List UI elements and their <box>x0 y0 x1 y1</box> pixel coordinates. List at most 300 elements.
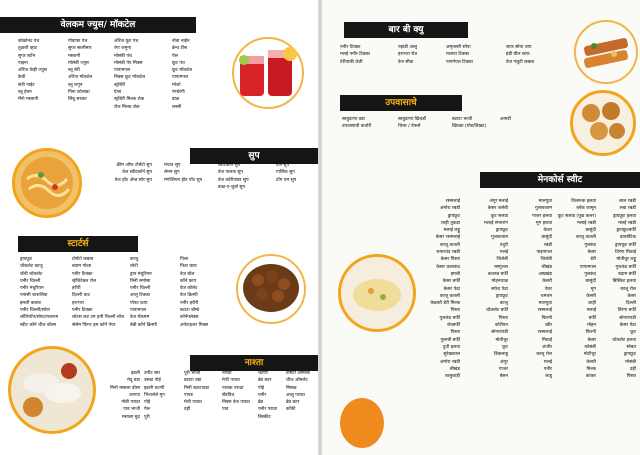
menu-item: गार्लिक सुप <box>276 170 295 176</box>
menu-item: मंचाउ सुप <box>164 163 181 168</box>
menu-item: स्ट्रॉबेरी मिल्क शेक <box>114 97 145 103</box>
menu-item: कोरीयन <box>494 323 508 329</box>
menu-item: पनीर टिक्का <box>72 271 93 277</box>
menu-item: शाही तुकडा <box>440 220 460 226</box>
starters-col-3 <box>130 256 157 329</box>
menu-item: कतरुड बर्फी <box>487 271 508 277</box>
menu-item: कांकर <box>585 374 596 380</box>
menu-item: केसर कलाकंद <box>436 264 460 270</box>
menu-item: मसाला मुढ <box>121 414 140 420</box>
maincourse-col-2 <box>464 198 508 380</box>
menu-item: इडली चटणी <box>144 385 165 391</box>
welcome-col-4 <box>172 38 192 111</box>
menu-item: पोहे <box>258 385 265 391</box>
juice-glasses-image <box>234 42 306 104</box>
menu-item: ड्रायफ्रूट हलवा <box>613 213 636 219</box>
bbq-title: बार बी क्यु <box>344 22 468 38</box>
menu-item: वेज मॅकमम <box>130 315 150 321</box>
menu-item: काजू <box>499 301 508 307</box>
menu-item: ऑरेंज मॉकटेल <box>68 75 93 81</box>
menu-item: डिंकलाडू <box>494 352 508 358</box>
menu-item: सोबत <box>626 344 636 350</box>
menu-item: अंगूर <box>500 359 508 365</box>
menu-item: पराठा <box>222 371 232 376</box>
menu-item: ड्रायफ्रूट <box>20 257 33 262</box>
menu-item: कोसंबी <box>584 344 596 350</box>
menu-item: मोहन <box>587 323 596 329</box>
menu-item: मिसळ <box>286 385 297 391</box>
menu-item: पालक पराठा <box>222 385 244 391</box>
soup-col-1 <box>88 162 152 184</box>
menu-item: सफरचंद रबडी <box>436 250 460 256</box>
menu-item: ब्रेड बटर <box>286 400 300 406</box>
menu-item: गोवाफा पंच <box>68 39 88 44</box>
menu-item: ऑरेंज फ्रूट पंच <box>114 39 139 44</box>
menu-item: पहाडी आलु <box>398 45 418 50</box>
menu-item: लबा रबडी <box>619 206 636 212</box>
menu-item: कॉर्नफ्लेक्स <box>180 315 199 321</box>
maincourse-sweet-image <box>338 254 416 332</box>
upvas-col-1 <box>342 116 371 131</box>
menu-item: बदाम बर्फी <box>618 271 636 277</box>
menu-item: मलई <box>543 359 552 365</box>
menu-item: शेवबर्फी <box>446 323 460 329</box>
menu-item: ब्रेन्च टीस <box>172 46 188 52</box>
menu-item: तुळशी व्हाट <box>18 46 38 52</box>
menu-item: जॅली चॉकलेट <box>20 271 43 277</box>
starters-col-2 <box>72 256 124 329</box>
menu-item: गुलाबजाम <box>535 206 552 212</box>
maincourse-col-1 <box>416 198 460 380</box>
menu-item: पिस्ता <box>450 308 460 314</box>
menu-item: पापामपल <box>130 308 147 314</box>
menu-item: मिनी बटाटावडा <box>184 385 209 391</box>
menu-item: पनीर <box>258 392 267 398</box>
menu-item: केसरी <box>586 293 596 299</box>
menu-item: वेज गलुटी कबाब <box>506 59 535 65</box>
menu-item: बदाम गोल्ड <box>72 264 91 270</box>
menu-item: तिलरूक हलवा <box>571 199 596 204</box>
menu-item: ड्रायफ्रूटबर्फी <box>616 228 636 234</box>
menu-item: फ्रूट सलाड (फूड कलर) <box>557 213 596 219</box>
welcome-col-3 <box>114 38 145 111</box>
menu-item: पाइनापल <box>536 250 552 256</box>
menu-item: मालपुवा <box>538 199 552 204</box>
menu-item: अंगोरा रबडी <box>440 359 460 365</box>
menu-item: रसमलाई <box>537 308 552 314</box>
menu-item: ड्रायफ्रूट <box>495 293 508 299</box>
menu-item: श्रीखंड <box>541 264 552 270</box>
menu-item: पनीर टिक्का <box>340 45 361 50</box>
menu-item: दही <box>629 366 636 372</box>
menu-item: बासुंदी <box>585 228 596 234</box>
menu-item: ब्लू हेवन <box>18 90 32 96</box>
menu-item: दिल्ली <box>625 301 636 307</box>
menu-item: लोटी <box>130 264 138 270</box>
menu-item: कॉर्न फ्राय <box>180 278 197 284</box>
menu-item: आमटी <box>500 117 511 122</box>
menu-item: केसर पिस्ता <box>440 257 460 263</box>
menu-item: खिचडा (गोड/तिखट) <box>452 124 487 130</box>
menu-item: तिरंगा मिठाई <box>615 250 636 256</box>
menu-item: गुलकंद बर्फी <box>615 264 636 270</box>
menu-item: गाजर हलवा <box>532 213 552 219</box>
menu-item: पाव भाजी <box>123 407 140 413</box>
menu-item: रबडी <box>543 242 552 248</box>
menu-item: फिरनी <box>541 315 552 321</box>
menu-item: पापड <box>184 392 193 398</box>
menu-item: हंडी ग्रील स्टफ <box>506 52 530 58</box>
menu-item: सुपर सालीमार <box>68 46 92 52</box>
menu-item: बिस्कीट <box>258 414 271 420</box>
menu-item: हराभरा <box>72 300 84 306</box>
menu-item: बेसन <box>499 374 508 380</box>
menu-item: अंजीर <box>542 344 552 350</box>
menu-item: बटाटा वडा <box>184 378 202 384</box>
menu-item: सँडविच <box>222 392 235 398</box>
menu-item: गुलाबजाम <box>491 235 508 241</box>
menu-item: ड्रायफ्रूट <box>447 213 460 219</box>
menu-item: पेरू <box>144 407 151 413</box>
menu-item: पनीर चिल्ली <box>20 278 41 284</box>
menu-item: ब्रेड बटर <box>258 378 272 384</box>
menu-item: मलई <box>499 250 508 256</box>
menu-item: डाळ <box>172 97 180 103</box>
menu-item: रसगुल्ला <box>494 264 508 270</box>
menu-item: मँगो मस्तानी <box>18 97 39 103</box>
menu-item: पिस्ता <box>498 315 508 321</box>
menu-item: भिजलेले मूग <box>144 392 165 398</box>
menu-item: मिक्स वेज पराठा <box>222 400 250 406</box>
menu-item: उसळ पोहे <box>144 378 161 384</box>
menu-item: मोसंबी पेप मिक्स <box>114 60 143 66</box>
maincourse-col-4 <box>556 198 596 380</box>
menu-item: पुरी भाजी <box>184 371 201 376</box>
menu-item: रंगबेरंगी <box>172 90 185 96</box>
menu-item: मालपुवा <box>538 301 552 307</box>
menu-item: मलाई <box>586 308 596 314</box>
menu-item: बेबी कॉर्न क्रिस्पी <box>130 322 157 328</box>
maincourse-col-5 <box>598 198 636 380</box>
menu-item: डेरी <box>590 257 596 263</box>
menu-item: टोमॅटो कबाब <box>72 257 94 262</box>
menu-item: इडली <box>130 371 140 376</box>
menu-item: मोतीचूर <box>495 337 508 343</box>
menu-item: मोसंबी <box>625 359 636 365</box>
menu-item: मलाया टिक्का <box>446 52 470 58</box>
menu-item: केसर बर्फी <box>442 279 460 285</box>
menu-item: साबुदाणा वडा <box>342 117 365 122</box>
menu-item: वेज सुप <box>276 163 290 168</box>
starters-image <box>240 260 302 316</box>
breakfast-title: नाश्ता <box>190 355 318 371</box>
menu-item: केसर <box>587 250 596 256</box>
menu-item: आलु पराठा <box>286 392 305 398</box>
bbq-col-2 <box>398 44 417 66</box>
menu-item: खीर <box>545 323 552 329</box>
menu-item: गुलकंद बर्फी <box>439 315 460 321</box>
menu-item: ब्लू लगून <box>68 82 83 88</box>
menu-item: पिस्ता <box>626 374 636 380</box>
menu-item: हरीरी <box>72 286 81 292</box>
upvas-col-2 <box>398 116 426 131</box>
menu-item: क्रीम ऑफ टोमॅटो सुप <box>116 163 152 168</box>
menu-item: सफेद पेढा <box>491 286 508 292</box>
menu-item: अंगूर मलाई <box>489 199 508 204</box>
menu-item: टेरीयाकी वेजी <box>340 59 363 65</box>
menu-item: पाइना <box>18 60 28 66</box>
soup-image <box>12 148 82 218</box>
menu-item: ड्राय मंचुरियन <box>130 271 152 277</box>
menu-item: स्ट्रॉबेरी <box>114 82 125 88</box>
menu-item: काजु <box>130 257 139 262</box>
bbq-col-3 <box>446 44 473 66</box>
menu-item: केसरी <box>586 359 596 365</box>
menu-item: मलाई लड्डू <box>443 228 460 234</box>
menu-item: वेज पालक सुप <box>218 170 244 176</box>
maincourse-col-3 <box>512 198 552 380</box>
menu-item: पोपट फ्राय <box>130 300 148 306</box>
starters-title: स्टार्टर्स <box>18 236 138 252</box>
menu-item: हराभरा रोल <box>398 52 418 58</box>
menu-item: फ्रूट <box>630 330 636 336</box>
menu-item: डाळ-ए-शुर्बा सुप <box>218 184 246 190</box>
menu-item: दही <box>184 407 191 413</box>
menu-item: रोज मिल्क शेक <box>114 104 140 110</box>
breakfast-col-5 <box>258 370 277 421</box>
menu-item: मिनी समोसा <box>130 278 151 284</box>
menu-item: मोहनथाळ <box>491 279 508 285</box>
menu-item: दिल्ली चाट <box>72 293 90 299</box>
breakfast-col-3 <box>184 370 209 414</box>
menu-item: कॉफी <box>286 407 296 413</box>
menu-item: स्वीट कॉर्न चीज बॉल्स <box>20 322 57 328</box>
menu-item: मिल्क <box>586 366 596 372</box>
menu-item: काजू कतली <box>439 293 460 299</box>
breakfast-col-2 <box>144 370 165 421</box>
menu-item: घेवर <box>544 286 552 292</box>
menu-item: श्रीखंड <box>449 366 460 372</box>
menu-item: मोतीचूर लड्डू <box>616 257 636 263</box>
menu-item: गुलकंद <box>584 271 596 277</box>
menu-item: केवी <box>18 75 26 81</box>
menu-item: केसर पेढा <box>443 286 460 292</box>
menu-item: दुधी हलवा <box>442 344 460 350</box>
menu-item: बटाटा बॉम्बे <box>180 308 200 314</box>
welcome-title: वेलकम ज्युस/ मॉकटेल <box>0 17 196 33</box>
menu-item: पनीर चिल्ली <box>130 286 151 292</box>
menu-item: वेज स्वीटकॉर्न सुप <box>122 170 152 176</box>
menu-item: गुलाबी बर्फी <box>440 337 460 343</box>
menu-item: मोसंबी पंच <box>114 53 132 59</box>
menu-item: पाव <box>222 407 229 413</box>
maincourse-dessert-image <box>340 398 384 448</box>
menu-item: मूग हलवा <box>535 220 552 226</box>
menu-item: फ्रूट सलाड <box>490 213 508 219</box>
welcome-col-1 <box>18 38 47 104</box>
menu-item: टोमॅटो ऑमलेट <box>286 371 311 376</box>
menu-item: शाही <box>588 301 596 307</box>
menu-item: लाल रबडी <box>618 199 636 204</box>
menu-item: मिक्स फ्रूट मॉकटेल <box>114 75 146 81</box>
starters-col-4 <box>180 256 208 329</box>
menu-item: पनीर चिल्ली/सोया <box>20 308 50 314</box>
menu-item: मेदू वडा <box>127 378 140 384</box>
menu-item: पोहे <box>144 400 151 406</box>
menu-item: मोटीचूर <box>583 352 596 358</box>
menu-item: मोजो <box>172 82 181 88</box>
maincourse-title: मेनकोर्स स्वीट <box>480 172 640 188</box>
menu-item: ऑरेंज वेव्ही ज्युस <box>18 68 47 74</box>
menu-item: नोवा नाईन <box>172 39 190 44</box>
menu-item: वेज सीक <box>398 59 414 65</box>
menu-item: फिरनी <box>585 330 596 336</box>
menu-item: फ्रूट <box>502 344 508 350</box>
menu-item: ब्रेड <box>258 400 264 406</box>
menu-item: केशर <box>543 228 552 234</box>
menu-item: लस्सी <box>172 104 182 110</box>
menu-item: मेथी पराठा <box>184 400 202 406</box>
bbq-col-1 <box>340 44 370 66</box>
menu-item: पापनेपल टिक्का <box>446 59 473 65</box>
menu-item: पनीर पराठा <box>258 407 278 413</box>
menu-item: फिश फ्राय <box>180 264 197 270</box>
menu-item: लेमन सुप <box>164 170 180 176</box>
menu-item: सेसेम फिंगर हम कॉर्न पेपर <box>72 322 116 328</box>
menu-item: मंगोलियन हॉट पॉट सुप <box>164 177 203 183</box>
menu-item: आलू टिक्का <box>130 293 150 299</box>
menu-item: स्वीटकॉर्न सुप <box>218 163 241 168</box>
menu-item: अंगोरा रबडी <box>440 206 460 212</box>
soup-col-2 <box>164 162 202 184</box>
menu-item: पुरी <box>144 414 150 420</box>
menu-item: मलाई संभारांग <box>484 220 508 226</box>
menu-item: फ्रूट पंच <box>172 60 185 66</box>
menu-item: केसर <box>627 293 636 299</box>
soup-title: सुप <box>190 148 318 164</box>
menu-item: आम्रखंड <box>538 271 552 277</box>
welcome-col-2 <box>68 38 92 104</box>
soup-col-4 <box>276 162 296 184</box>
menu-item: चॉकलेट बर्फी <box>486 308 508 314</box>
breakfast-image <box>8 346 96 434</box>
menu-item: डायबेटिक <box>620 235 636 241</box>
upvas-col-3 <box>452 116 486 131</box>
menu-item: सुपर स्टॉम <box>18 53 36 59</box>
menu-item: अपेटाइजर मिक्स <box>180 322 209 328</box>
menu-item: इमली कबाब <box>20 300 41 306</box>
menu-item: लॉलिपॉप/सोया/मशरूम <box>20 315 59 321</box>
menu-item: केडबरी डेरी मिल्क <box>430 301 460 307</box>
menu-item: मिठाई <box>541 337 552 343</box>
menu-item: इमली <box>450 271 460 277</box>
menu-item: वेज बॉल <box>180 271 195 277</box>
menu-item: पनीर मंचुरियन <box>20 286 44 292</box>
menu-item: बासुंदी <box>541 235 552 241</box>
menu-item: उपीट सार <box>144 371 161 376</box>
menu-item: ब्लॅक जामून <box>576 206 596 212</box>
menu-item: पिना कोलाडा <box>68 90 90 96</box>
soup-col-3 <box>218 162 249 191</box>
menu-item: सुरेखकाल <box>443 352 460 358</box>
menu-item: केसर पेढा <box>619 323 636 329</box>
menu-item: कोकोनट पंच <box>18 39 40 44</box>
menu-item: ड्रायफ्रूट <box>495 228 508 234</box>
menu-item: काजू रोल <box>536 352 552 358</box>
menu-item: लोटस कट टम हनी चिल्ली लॉज <box>72 315 125 321</box>
menu-item: पेरू <box>172 53 179 59</box>
menu-item: केसर रसमलाई <box>435 235 460 241</box>
breakfast-col-4 <box>222 370 250 414</box>
upvas-col-4 <box>500 116 511 123</box>
menu-item: पिला <box>180 257 189 262</box>
menu-item: चॉकलेट हलवा <box>612 337 636 343</box>
menu-item: केसर <box>587 337 596 343</box>
menu-item: रंगा जमुना <box>114 46 132 52</box>
menu-item: तंदुरी <box>499 242 508 248</box>
menu-item: गुलकंद <box>584 242 596 248</box>
menu-item: वेज हॉट ॲन्ड सोर सुप <box>114 177 152 183</box>
menu-item: केसर जलेबी <box>487 206 508 212</box>
upvas-image <box>570 90 636 156</box>
menu-item: उत्तप्पा <box>129 392 140 398</box>
menu-item: साबुदाणा खिचडी <box>398 117 427 122</box>
breakfast-col-1 <box>96 370 140 421</box>
menu-item: केसरी <box>542 279 552 285</box>
menu-item: टॉम यम सुप <box>276 177 297 183</box>
menu-item: स्टफ सोया चाप <box>506 45 532 50</box>
bbq-col-4 <box>506 44 534 66</box>
menu-item: पापामपल <box>579 264 596 270</box>
menu-item: काजू कतली <box>439 242 460 248</box>
menu-item: मलाई रबडी <box>577 220 596 226</box>
menu-item: चीज ऑमलेट <box>286 378 308 384</box>
menu-item: पिस्ता <box>450 330 460 336</box>
starters-col-1 <box>20 256 58 329</box>
menu-item: रसमलाई <box>537 330 552 336</box>
menu-item: ड्रायफ्रूट बर्फी <box>615 242 636 248</box>
menu-item: मलई रबडी <box>618 220 636 226</box>
menu-item: मलई पनीर टिक्का <box>340 52 370 58</box>
menu-item: ड्रायफ्रूट <box>623 352 636 358</box>
menu-item: संत्री नाईट <box>18 82 35 88</box>
menu-item: चटणी <box>258 371 268 376</box>
menu-item: मिनी मसाला डोसा <box>110 385 140 391</box>
menu-item: काजू कतली <box>575 235 596 241</box>
menu-item: मस्तानी <box>68 53 81 59</box>
menu-item: पापामपल <box>172 75 189 81</box>
breakfast-col-6 <box>286 370 310 414</box>
menu-item: ब्लू बेरी <box>68 68 80 74</box>
page-fold <box>318 0 322 455</box>
menu-item: बासुंदी <box>585 279 596 285</box>
menu-item: बालुशाही <box>445 374 460 380</box>
menu-item: पनीर <box>543 366 552 372</box>
menu-item: गाजर <box>498 366 508 372</box>
menu-item: गोबी पराठा <box>121 400 140 406</box>
bbq-image <box>578 24 634 76</box>
menu-item: वेज कोरीयांडर सुप <box>218 177 249 183</box>
menu-item: वेज क्रिस्पी <box>180 293 198 299</box>
menu-item: मोसंबी ज्युस <box>68 60 89 66</box>
menu-item: उपवासाची कचोरी <box>342 124 372 130</box>
menu-item: बटाटा भाजी <box>452 117 473 122</box>
menu-item: पापामपल <box>114 68 131 74</box>
menu-item: काजू रोल <box>620 286 636 292</box>
menu-item: तिरंगा बर्फी <box>617 308 636 314</box>
menu-item: पनासी शाशलिक <box>20 293 48 299</box>
menu-item: लिंबू सरबत <box>68 97 87 103</box>
